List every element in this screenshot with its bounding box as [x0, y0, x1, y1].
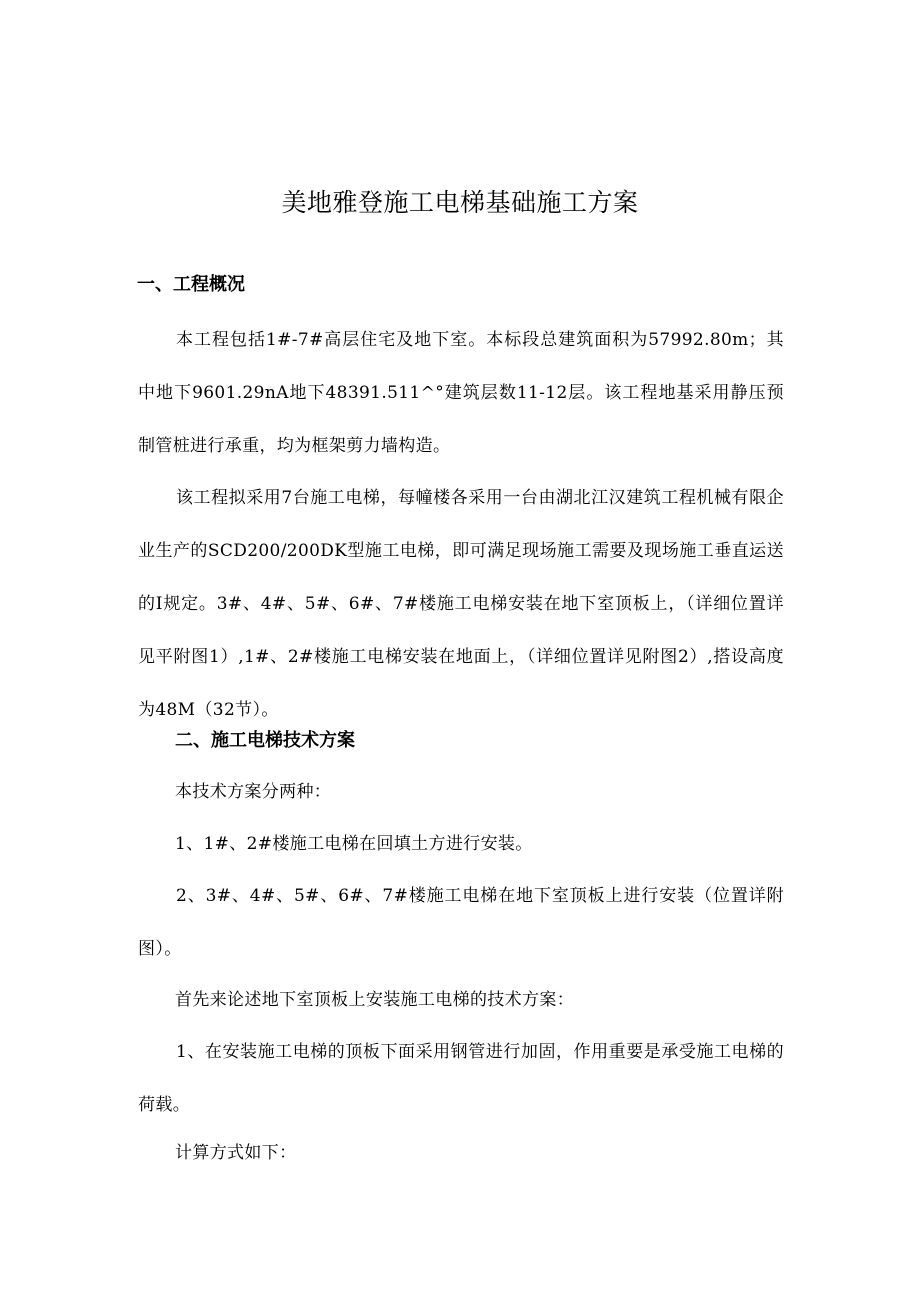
- section-heading-technical-plan: 二、施工电梯技术方案: [175, 730, 355, 751]
- paragraph-calculation: 计算方式如下：: [175, 1143, 297, 1163]
- paragraph-lead: 首先来论述地下室顶板上安装施工电梯的技术方案：: [175, 990, 575, 1010]
- paragraph-project-scope: 本工程包括1#-7#高层住宅及地下室。本标段总建筑面积为57992.80m；其中地下9601.29nA地下48391.511^°建筑层数11-12层。该工程地基采用静压预制管桩进行承重，均为框架剪力墙构造。: [138, 330, 784, 456]
- list-item-2: 2、3#、4#、5#、6#、7#楼施工电梯在地下室顶板上进行安装（位置详附图）。: [138, 886, 784, 959]
- paragraph-step-1: 1、在安装施工电梯的顶板下面采用钢管进行加固，作用重要是承受施工电梯的荷载。: [138, 1042, 784, 1115]
- document-title: 美地雅登施工电梯基础施工方案: [281, 188, 639, 217]
- paragraph-elevator-plan: 该工程拟采用7台施工电梯，每幢楼各采用一台由湖北江汉建筑工程机械有限企业生产的SCD200/200DK型施工电梯，即可满足现场施工需要及现场施工垂直运送的I规定。3#、4#、5#、6#、7#楼施工电梯安装在地下室顶板上，（详细位置详见平附图1）,1#、2#楼施工电梯安装在地面上，（详细位置详见附图2）,搭设高度为48M（32节）。: [138, 488, 784, 720]
- section-heading-overview: 一、工程概况: [137, 274, 245, 295]
- paragraph-plan-intro: 本技术方案分两种：: [175, 782, 332, 802]
- list-item-1: 1、1#、2#楼施工电梯在回填土方进行安装。: [175, 834, 533, 854]
